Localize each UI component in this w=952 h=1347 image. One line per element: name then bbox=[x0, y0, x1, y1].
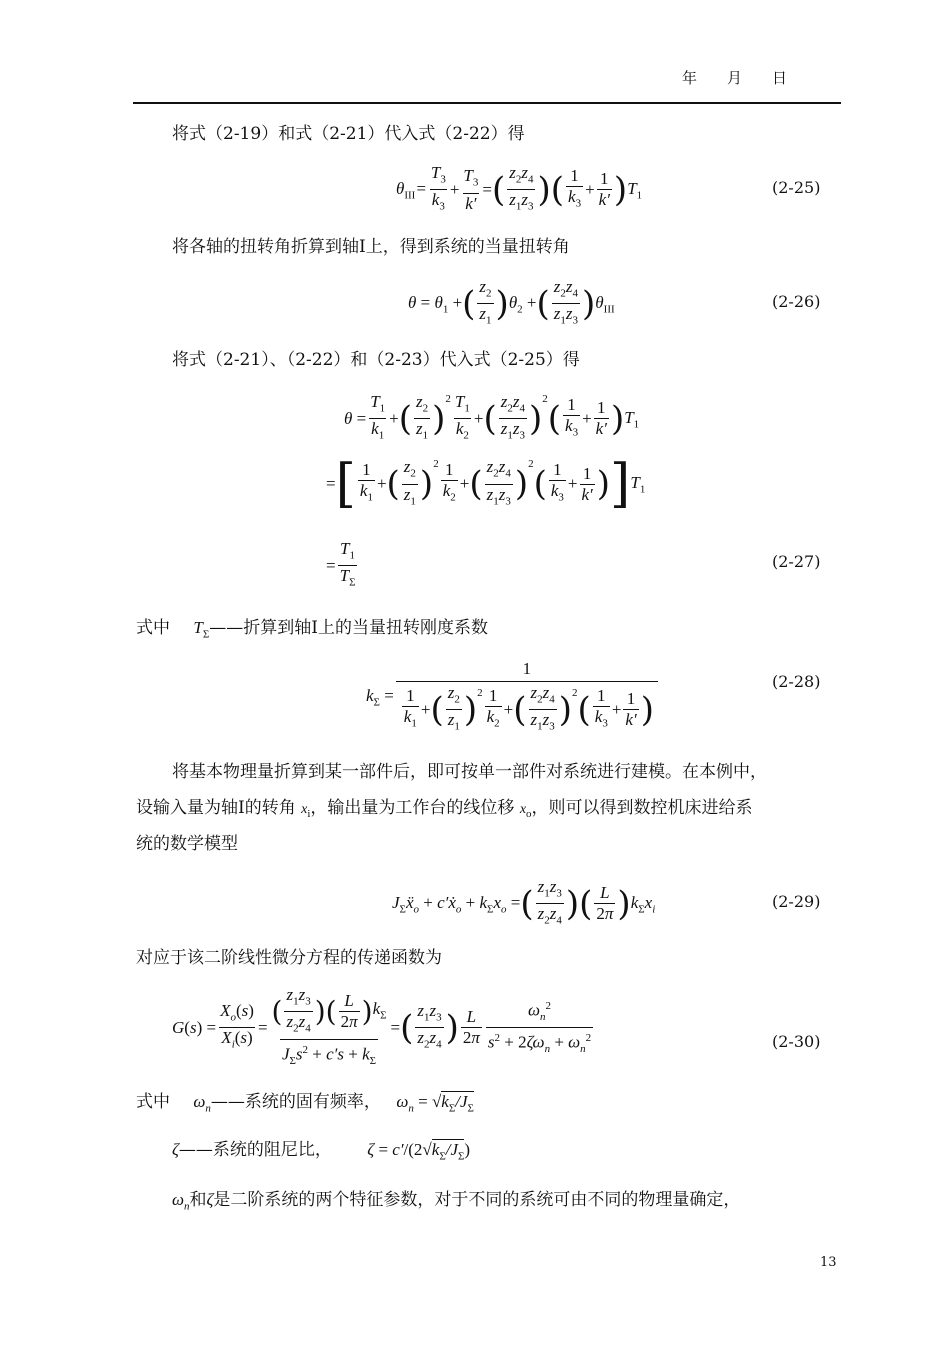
paragraph-8: ζ——系统的阻尼比， $\zeta = c'/(2√k_\Sigma/J_\Sigma)$ bbox=[172, 1140, 471, 1163]
equation-2-25: $\theta_{III}=$ $\frac{T_3}{k_3}$ + $\frac{T_3}{k'}$ = ( $\frac{z_2z_4}{z_1z_3}$ ) ( $\frac{1}{k_3}$ + $\frac{1}{k'}$ ) $T_1$ bbox=[396, 164, 642, 216]
equation-2-28: $k_\Sigma$ = 1 $\frac{1}{k_1}$ + ( $\frac{z_2}{z_1}$ ) $^2$ $\frac{1}{k_2}$ + ( $\frac{z_2z_4}{z_1z_3}$ ) $^2$ ( $\frac{1}{k_3}$ + $\frac{1}{k'}$ ) bbox=[366, 658, 660, 736]
where-label-2: 式中 bbox=[136, 1092, 170, 1112]
equation-number-2-29: (2-29) bbox=[772, 892, 821, 911]
paragraph-4: 式中 $T_\Sigma——$折算到轴Ⅰ上的当量扭转刚度系数 bbox=[136, 618, 488, 641]
paragraph-7: 式中 $\omega_n——$系统的固有频率， $\omega_n = √k_\Sigma/J_\Sigma$ bbox=[136, 1092, 474, 1115]
paragraph-3: 将式（2-21）、（2-22）和（2-23）代入式（2-25）得 bbox=[172, 350, 580, 370]
where-definition-t-sigma: ——折算到轴Ⅰ上的当量扭转刚度系数 bbox=[209, 618, 488, 638]
equation-2-27-line-1: θ = $\frac{T_1}{k_1}$ + ( $\frac{z_2}{z_1}$ ) $^2$ $\frac{T_1}{k_2}$ + ( $\frac{z_2z_4}{z_1z_3}$ ) $^2$ ( $\frac{1}{k_3}$ + $\frac{1}{k'}$ ) $T_1$ bbox=[344, 393, 639, 445]
header-rule bbox=[133, 102, 841, 104]
equation-2-26: $\theta = \theta_1$ + ( $\frac{z_2}{z_1}$ ) $\theta_2$ + ( $\frac{z_2z_4}{z_1z_3}$ ) $\theta_{III}$ bbox=[408, 278, 615, 330]
equation-number-2-30: (2-30) bbox=[772, 1032, 821, 1051]
paragraph-9: $\omega_n$和ζ是二阶系统的两个特征参数，对于不同的系统可由不同的物理量确定， bbox=[172, 1190, 741, 1213]
equation-number-2-28: (2-28) bbox=[772, 672, 821, 691]
where-definition-omega-n: ——系统的固有频率， bbox=[210, 1092, 381, 1112]
equation-2-27-line-3: = $\frac{T_1}{T_\Sigma}$ bbox=[326, 540, 359, 592]
equation-number-2-26: (2-26) bbox=[772, 292, 821, 311]
equation-2-29: $J_\Sigma ẍ_o$ + c′ẋ$_o$ + $k_\Sigma x_o$ = ( $\frac{z_1z_3}{z_2z_4}$ ) ( $\frac{L}{2\pi}$ ) $k_\Sigma x_i$ bbox=[392, 878, 655, 930]
paragraph-5-line-2: 设输入量为轴Ⅰ的转角 $x_i$，输出量为工作台的线位移 $x_o$，则可以得到数控机床进给系 bbox=[136, 798, 753, 820]
paragraph-5-line-3: 统的数学模型 bbox=[136, 834, 238, 854]
page-number: 13 bbox=[820, 1255, 837, 1270]
equation-2-27-line-2: = [ $\frac{1}{k_1}$ + ( $\frac{z_2}{z_1}$ ) $^2$ $\frac{1}{k_2}$ + ( $\frac{z_2z_4}{z_1z_3}$ ) $^2$ ( $\frac{1}{k_3}$ + $\frac{1}{k'}$ ) ] $T_1$ bbox=[326, 454, 646, 514]
equation-number-2-25: (2-25) bbox=[772, 178, 821, 197]
where-definition-zeta: ——系统的阻尼比， bbox=[178, 1140, 332, 1160]
paragraph-1: 将式（2-19）和式（2-21）代入式（2-22）得 bbox=[172, 124, 525, 144]
where-label: 式中 bbox=[136, 618, 170, 638]
paragraph-5-line-1: 将基本物理量折算到某一部件后，即可按单一部件对系统进行建模。在本例中， bbox=[172, 762, 767, 782]
paragraph-2: 将各轴的扭转角折算到轴Ⅰ上，得到系统的当量扭转角 bbox=[172, 237, 570, 257]
header-date: 年 月 日 bbox=[682, 69, 788, 87]
equation-2-30: G(s) = $\frac{X_o(s)}{X_i(s)}$ = ( $\frac{z_1z_3}{z_2z_4}$ ) ( $\frac{L}{2\pi}$ ) $k_\Sigma$ $J_\Sigma s^2 + c's + k_\Sigma$ = ( $\frac{z_1z_3}{z_2z_4}$ ) $\frac{L}{2\pi}$ $\frac{\omega_n^2}{s^2 + 2\zeta\omega_n + \omega_n^2}$ bbox=[172, 986, 595, 1070]
paragraph-6: 对应于该二阶线性微分方程的传递函数为 bbox=[136, 948, 442, 968]
equation-number-2-27: (2-27) bbox=[772, 552, 821, 571]
